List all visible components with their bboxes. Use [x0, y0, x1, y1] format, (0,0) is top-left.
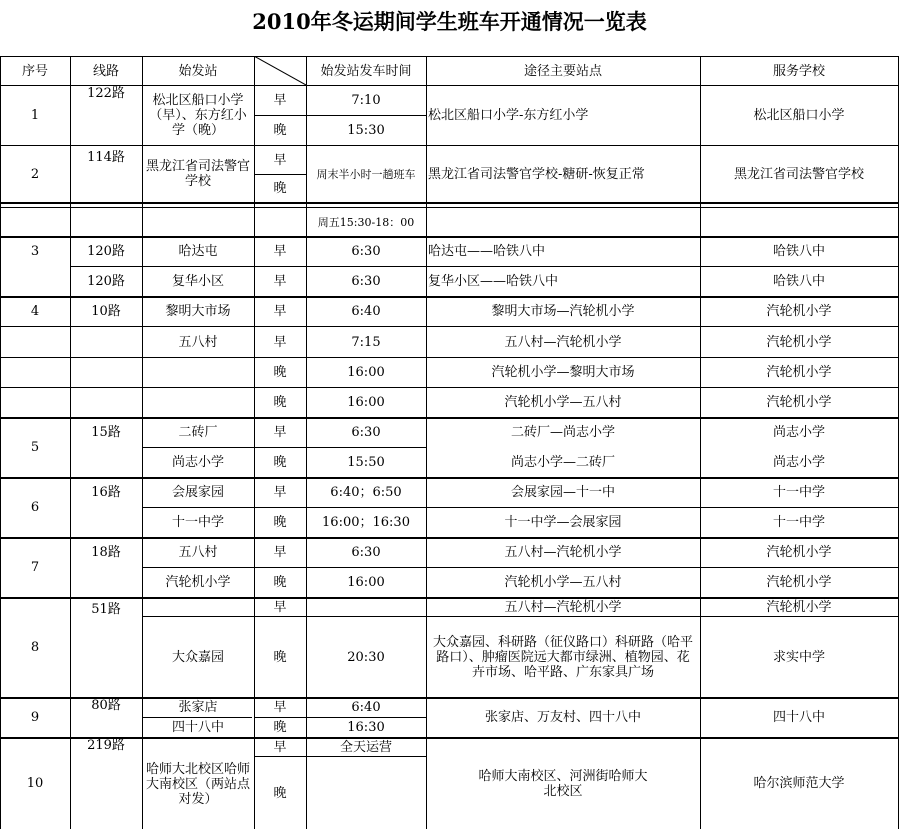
r9-start-am: 张家店: [178, 700, 218, 715]
r3a-route: 哈达屯——哈铁八中: [428, 244, 546, 259]
r10-time-am: 全天运营: [339, 739, 392, 755]
r6-route-am: 会展家园—十一中: [510, 485, 615, 500]
r4b-time: 7:15: [351, 334, 381, 350]
header-start: 始发站: [178, 63, 218, 79]
r7-start-pm: 汽轮机小学: [165, 575, 231, 590]
r4b-shift: 早: [273, 334, 287, 350]
header-route: 途径主要站点: [523, 63, 602, 79]
r1-line: 122路: [87, 86, 125, 101]
r6-school-am: 十一中学: [772, 485, 825, 500]
r10-route: 哈师大南校区、河洲街哈师大北校区: [478, 768, 648, 799]
r6-seq: 6: [30, 500, 40, 515]
r7-pm: 晚: [273, 575, 287, 590]
r10-start: 哈师大北校区哈师大南校区（两站点对发）: [145, 761, 250, 807]
r7-am: 早: [273, 545, 287, 560]
page-title: 2010年冬运期间学生班车开通情况一览表: [252, 9, 647, 34]
r1-school: 松北区船口小学: [753, 108, 845, 123]
r3a-time: 6:30: [351, 244, 381, 259]
r3b-school: 哈铁八中: [772, 274, 825, 289]
r2-pm: 晚: [273, 181, 287, 196]
header-line: 线路: [92, 63, 119, 79]
r8-route-pm: 大众嘉园、科研路（征仪路口）科研路（哈平路口）、肿瘤医院远大都市绿洲、植物园、花卉市场、哈平路、广东家具广场: [432, 634, 693, 680]
r4c-school: 汽轮机小学: [766, 365, 832, 380]
r1-seq: 1: [30, 108, 40, 123]
r1-am: 早: [273, 93, 287, 108]
r5-start-am: 二砖厂: [178, 425, 218, 440]
r6-pm: 晚: [273, 515, 287, 530]
r4d-school: 汽轮机小学: [766, 395, 832, 410]
r3b-time: 6:30: [351, 274, 381, 289]
r4a-line: 10路: [91, 304, 121, 319]
r6-route-pm: 十一中学—会展家园: [504, 515, 622, 530]
r10-line: 219路: [87, 738, 125, 753]
r3b-shift: 早: [273, 274, 287, 289]
r2-am: 早: [273, 152, 287, 168]
r9-line: 80路: [91, 698, 121, 713]
r1-time-pm: 15:30: [347, 123, 385, 138]
r2b-time: 周五15:30-18：00: [317, 215, 415, 229]
r3b-line: 120路: [87, 274, 125, 289]
header-time: 始发站发车时间: [320, 63, 412, 79]
r8-time-pm: 20:30: [347, 649, 385, 665]
r6-time-am: 6:40；6:50: [330, 485, 402, 500]
r4a-school: 汽轮机小学: [766, 304, 832, 319]
r5-start-pm: 尚志小学: [171, 455, 224, 470]
r4d-shift: 晚: [273, 395, 287, 410]
r2-seq: 2: [30, 166, 40, 182]
r7-route-pm: 汽轮机小学—五八村: [504, 575, 622, 590]
r5-school-pm: 尚志小学: [772, 455, 825, 470]
r6-school-pm: 十一中学: [772, 515, 825, 530]
r7-time-pm: 16:00: [347, 575, 385, 590]
r5-pm: 晚: [273, 455, 287, 470]
r4c-route: 汽轮机小学—黎明大市场: [491, 365, 635, 380]
r3a-start: 哈达屯: [178, 244, 218, 259]
r3b-route: 复华小区——哈铁八中: [428, 274, 559, 289]
r7-start-am: 五八村: [178, 545, 218, 560]
r8-seq: 8: [30, 640, 40, 655]
r4a-start: 黎明大市场: [165, 304, 231, 319]
r9-am: 早: [273, 700, 287, 715]
r10-school: 哈尔滨师范大学: [753, 776, 845, 791]
r5-am: 早: [273, 425, 287, 440]
header-school: 服务学校: [772, 63, 825, 79]
r7-school-pm: 汽轮机小学: [766, 575, 832, 590]
header-diagonal: [254, 56, 306, 85]
r8-start-pm: 大众嘉园: [171, 649, 224, 665]
r6-start-pm: 十一中学: [171, 515, 224, 530]
r7-time-am: 6:30: [351, 545, 381, 560]
r8-pm: 晚: [273, 649, 287, 665]
r3b-start: 复华小区: [171, 274, 224, 289]
r4b-start: 五八村: [178, 334, 218, 350]
r1-route: 松北区船口小学-东方红小学: [428, 108, 589, 123]
header-seq: 序号: [21, 63, 48, 79]
r4c-time: 16:00: [347, 365, 385, 380]
r8-am: 早: [273, 599, 287, 615]
r5-route-pm: 尚志小学—二砖厂: [510, 455, 615, 470]
r10-pm: 晚: [273, 785, 287, 801]
r4b-school: 汽轮机小学: [766, 334, 832, 350]
r3-seq: 3: [30, 244, 40, 259]
r9-route: 张家店、万友村、四十八中: [484, 710, 641, 725]
r7-route-am: 五八村—汽轮机小学: [504, 545, 622, 560]
r9-school: 四十八中: [772, 710, 825, 725]
r8-school-am: 汽轮机小学: [766, 599, 832, 615]
r5-time-pm: 15:50: [347, 455, 385, 470]
r7-line: 18路: [91, 545, 121, 560]
r2-start: 黑龙江省司法警官学校: [145, 159, 250, 189]
r4a-shift: 早: [273, 304, 287, 319]
r6-am: 早: [273, 485, 287, 500]
r5-route-am: 二砖厂—尚志小学: [510, 425, 615, 440]
r9-time-pm: 16:30: [347, 720, 385, 735]
r5-time-am: 6:30: [351, 425, 381, 440]
r4d-time: 16:00: [347, 395, 385, 410]
r6-start-am: 会展家园: [171, 485, 224, 500]
r9-pm: 晚: [273, 720, 287, 735]
r4a-route: 黎明大市场—汽轮机小学: [491, 304, 635, 319]
r6-time-pm: 16:00；16:30: [322, 515, 410, 530]
r5-seq: 5: [30, 440, 40, 455]
r4c-shift: 晚: [273, 365, 287, 380]
r4b-route: 五八村—汽轮机小学: [504, 334, 622, 350]
r9-seq: 9: [30, 710, 40, 725]
r6-line: 16路: [91, 485, 121, 500]
r2-line: 114路: [87, 150, 125, 165]
r9-time-am: 6:40: [351, 700, 381, 715]
r2-route: 黑龙江省司法警官学校-糖研-恢复正常: [428, 166, 645, 182]
r9-start-pm: 四十八中: [171, 720, 224, 735]
r2-school: 黑龙江省司法警官学校: [733, 166, 864, 182]
r5-line: 15路: [91, 425, 121, 440]
r7-seq: 7: [30, 560, 40, 575]
r8-route-am: 五八村—汽轮机小学: [504, 599, 622, 615]
r4-seq: 4: [30, 304, 40, 319]
r1-pm: 晚: [273, 123, 287, 138]
r2-time: 周末半小时一趟班车: [316, 167, 416, 181]
r1-start: 松北区船口小学（早）、东方红小学（晚）: [149, 93, 247, 138]
r3a-school: 哈铁八中: [772, 244, 825, 259]
r10-am: 早: [273, 739, 287, 755]
r3a-shift: 早: [273, 244, 287, 259]
r8-school-pm: 求实中学: [772, 649, 825, 665]
r4d-route: 汽轮机小学—五八村: [504, 395, 622, 410]
r8-line: 51路: [91, 602, 121, 617]
r5-school-am: 尚志小学: [772, 425, 825, 440]
r7-school-am: 汽轮机小学: [766, 545, 832, 560]
r1-time-am: 7:10: [351, 93, 381, 108]
r10-seq: 10: [26, 776, 44, 791]
r3a-line: 120路: [87, 244, 125, 259]
r4a-time: 6:40: [351, 304, 381, 319]
